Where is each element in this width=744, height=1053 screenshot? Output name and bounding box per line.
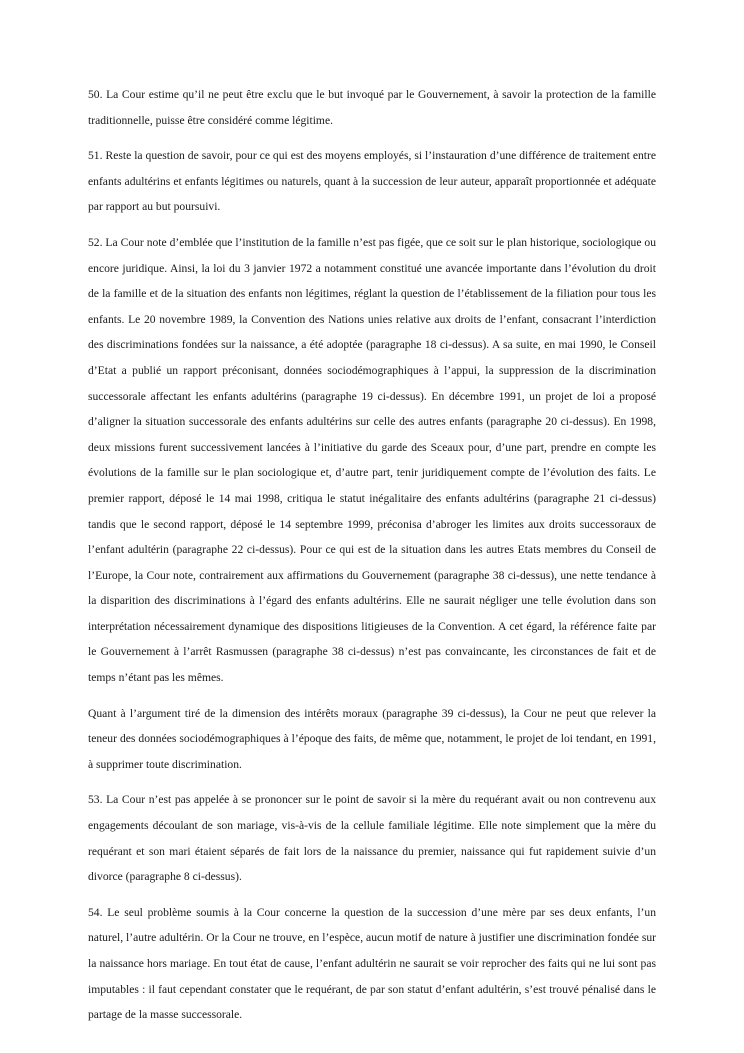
paragraph-52-continued: Quant à l’argument tiré de la dimension des intérêts moraux (paragraphe 39 ci-dessus), la Cour ne peut que relever la teneur des données sociodémographiques à l’époque des faits, de même que, notamment, le projet de loi tendant, en 1991, à supprimer toute discrimination. (88, 706, 656, 771)
paragraph-52: 52. La Cour note d’emblée que l’institution de la famille n’est pas figée, que ce soit sur le plan historique, sociologique ou encore juridique. Ainsi, la loi du 3 janvier 1972 a notamment constitué une avancée importante dans l’évolution du droit de la famille et de la situation des enfants non légitimes, réglant la question de l’établissement de la filiation pour tous les enfants. Le 20 novembre 1989, la Convention des Nations unies relative aux droits de l’enfant, consacrant l’interdiction des discriminations fondées sur la naissance, a été adoptée (paragraphe 18 ci-dessus). A sa suite, en mai 1990, le Conseil d’Etat a publié un rapport préconisant, données sociodémographiques à l’appui, la suppression de la discrimination successorale affectant les enfants adultérins (paragraphe 19 ci-dessus). En décembre 1991, un projet de loi a proposé d’aligner la situation successorale des enfants adultérins sur celle des autres enfants (paragraphe 20 ci-dessus). En 1998, deux missions furent successivement lancées à l’initiative du garde des Sceaux pour, d’une part, prendre en compte les évolutions de la famille sur le plan sociologique et, d’autre part, tenir juridiquement compte de l’évolution des faits. Le premier rapport, déposé le 14 mai 1998, critiqua le statut inégalitaire des enfants adultérins (paragraphe 21 ci-dessus) tandis que le second rapport, déposé le 14 septembre 1999, préconisa d’abroger les limites aux droits successoraux de l’enfant adultérin (paragraphe 22 ci-dessus). Pour ce qui est de la situation dans les autres Etats membres du Conseil de l’Europe, la Cour note, contrairement aux affirmations du Gouvernement (paragraphe 38 ci-dessus), une nette tendance à la disparition des discriminations à l’égard des enfants adultérins. Elle ne saurait négliger une telle évolution dans son interprétation nécessairement dynamique des dispositions litigieuses de la Convention. A cet égard, la référence faite par le Gouvernement à l’arrêt Rasmussen (paragraphe 38 ci-dessus) n’est pas convaincante, les circonstances de fait et de temps n’étant pas les mêmes. (88, 235, 656, 685)
document-page (88, 82, 656, 1038)
paragraph-54: 54. Le seul problème soumis à la Cour concerne la question de la succession d’une mère par ses deux enfants, l’un naturel, l’autre adultérin. Or la Cour ne trouve, en l’espèce, aucun motif de nature à justifier une discrimination fondée sur la naissance hors mariage. En tout état de cause, l’enfant adultérin ne saurait se voir reprocher des faits qui ne lui sont pas imputables : il faut cependant constater que le requérant, de par son statut d’enfant adultérin, s’est trouvé pénalisé dans le partage de la masse successorale. (88, 905, 656, 1022)
paragraph-53: 53. La Cour n’est pas appelée à se prononcer sur le point de savoir si la mère du requérant avait ou non contrevenu aux engagements découlant de son mariage, vis-à-vis de la cellule familiale légitime. Elle note simplement que la mère du requérant et son mari étaient séparés de fait lors de la naissance du premier, naissance qui fut rapidement suivie d’un divorce (paragraphe 8 ci-dessus). (88, 793, 656, 884)
paragraph-50: 50. La Cour estime qu’il ne peut être exclu que le but invoqué par le Gouvernement, à savoir la protection de la famille traditionnelle, puisse être considéré comme légitime. (88, 88, 656, 127)
paragraph-51: 51. Reste la question de savoir, pour ce qui est des moyens employés, si l’instauration d’une différence de traitement entre enfants adultérins et enfants légitimes ou naturels, quant à la succession de leur auteur, apparaît proportionnée et adéquate par rapport au but poursuivi. (88, 149, 656, 214)
